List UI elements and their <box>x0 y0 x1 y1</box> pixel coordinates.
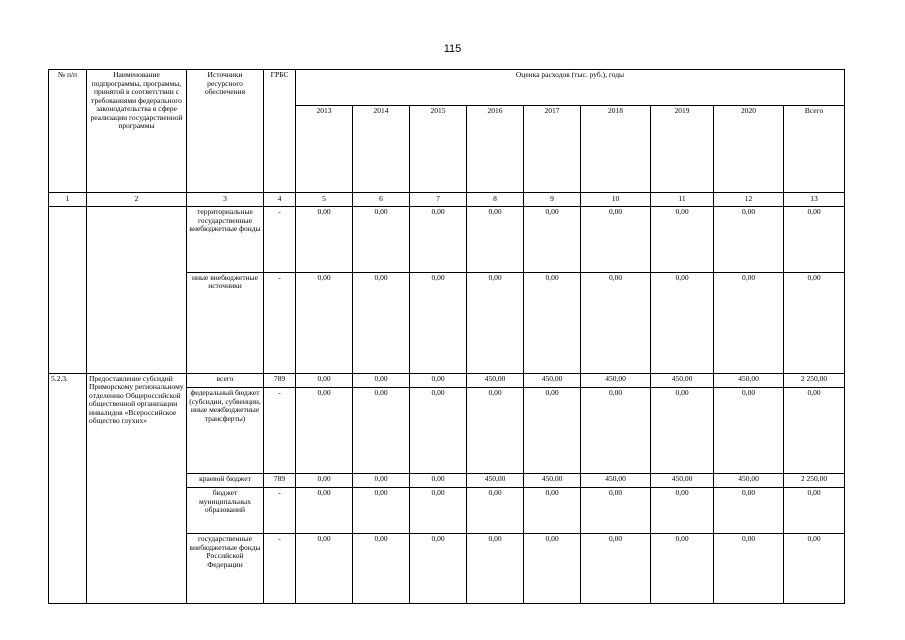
year-value: 0,00 <box>524 488 581 534</box>
year-value: 0,00 <box>467 534 524 604</box>
year-value: 0,00 <box>296 373 353 388</box>
item-name-cell <box>87 207 187 374</box>
column-number: 5 <box>296 192 353 207</box>
year-value: 0,00 <box>410 207 467 273</box>
year-value: 0,00 <box>524 534 581 604</box>
total-header: Всего <box>784 106 845 192</box>
item-number: 5.2.3. <box>49 373 87 603</box>
year-value: 450,00 <box>651 373 714 388</box>
grbs-code: - <box>264 207 296 273</box>
year-value: 0,00 <box>410 373 467 388</box>
year-value: 0,00 <box>296 272 353 373</box>
grbs-code: - <box>264 388 296 473</box>
year-value: 0,00 <box>467 207 524 273</box>
funding-source: всего <box>187 373 264 388</box>
year-value: 0,00 <box>714 534 784 604</box>
year-value: 450,00 <box>467 473 524 488</box>
funding-source: государственные внебюджетные фонды Российской Федерации <box>187 534 264 604</box>
table-row <box>49 373 845 388</box>
year-value: 450,00 <box>714 473 784 488</box>
year-header: 2019 <box>651 106 714 192</box>
year-value: 0,00 <box>524 388 581 473</box>
year-value: 0,00 <box>467 272 524 373</box>
year-value: 0,00 <box>353 272 410 373</box>
column-number: 1 <box>49 192 87 207</box>
year-value: 0,00 <box>296 488 353 534</box>
total-value: 0,00 <box>784 272 845 373</box>
funding-source: бюджет муниципальных образований <box>187 488 264 534</box>
header-num: № п/п <box>49 70 87 193</box>
column-number: 11 <box>651 192 714 207</box>
column-number: 10 <box>581 192 651 207</box>
total-value: 0,00 <box>784 488 845 534</box>
year-value: 0,00 <box>353 534 410 604</box>
year-value: 450,00 <box>524 473 581 488</box>
year-value: 0,00 <box>296 534 353 604</box>
grbs-code: - <box>264 272 296 373</box>
year-header: 2020 <box>714 106 784 192</box>
year-value: 0,00 <box>714 272 784 373</box>
item-num-cell <box>49 207 87 374</box>
year-value: 0,00 <box>296 207 353 273</box>
year-value: 0,00 <box>714 207 784 273</box>
funding-source: краевой бюджет <box>187 473 264 488</box>
year-value: 0,00 <box>410 272 467 373</box>
grbs-code: - <box>264 488 296 534</box>
year-value: 0,00 <box>714 388 784 473</box>
year-value: 0,00 <box>353 388 410 473</box>
year-value: 0,00 <box>296 473 353 488</box>
year-value: 0,00 <box>467 488 524 534</box>
column-number: 6 <box>353 192 410 207</box>
year-value: 0,00 <box>353 207 410 273</box>
budget-table <box>48 69 845 604</box>
total-value: 2 250,00 <box>784 373 845 388</box>
column-number: 8 <box>467 192 524 207</box>
column-number: 13 <box>784 192 845 207</box>
funding-source: федеральный бюджет (субсидии, субвенции, иные межбюджетные трансферты) <box>187 388 264 473</box>
year-value: 0,00 <box>651 534 714 604</box>
year-value: 0,00 <box>410 488 467 534</box>
year-value: 450,00 <box>714 373 784 388</box>
header-name: Наименование подпрограммы, программы, принятой в соответствии с требованиями федерального законодательства в сфере реализации государственной программы <box>87 70 187 193</box>
item-name: Предоставление субсидий Приморскому региональному отделению Общероссийской общественной организации инвалидов «Всероссийское общество глухих» <box>87 373 187 603</box>
year-value: 0,00 <box>353 473 410 488</box>
year-value: 0,00 <box>581 272 651 373</box>
year-value: 0,00 <box>651 272 714 373</box>
year-value: 0,00 <box>524 207 581 273</box>
year-header: 2017 <box>524 106 581 192</box>
year-value: 0,00 <box>467 388 524 473</box>
header-estimate: Оценка расходов (тыс. руб.), годы <box>296 70 845 106</box>
year-value: 0,00 <box>524 272 581 373</box>
year-value: 0,00 <box>410 473 467 488</box>
total-value: 0,00 <box>784 207 845 273</box>
year-header: 2018 <box>581 106 651 192</box>
year-header: 2016 <box>467 106 524 192</box>
page-number: 115 <box>443 43 462 55</box>
column-number: 12 <box>714 192 784 207</box>
column-number: 3 <box>187 192 264 207</box>
year-value: 0,00 <box>714 488 784 534</box>
year-value: 0,00 <box>581 488 651 534</box>
year-value: 0,00 <box>353 373 410 388</box>
year-value: 0,00 <box>651 207 714 273</box>
header-source: Источники ресурсного обеспечения <box>187 70 264 193</box>
year-value: 450,00 <box>524 373 581 388</box>
total-value: 0,00 <box>784 534 845 604</box>
grbs-code: - <box>264 534 296 604</box>
total-value: 0,00 <box>784 388 845 473</box>
grbs-code: 789 <box>264 373 296 388</box>
funding-source: территориальные государственные внебюджетные фонды <box>187 207 264 273</box>
year-header: 2015 <box>410 106 467 192</box>
column-number: 2 <box>87 192 187 207</box>
year-value: 0,00 <box>581 534 651 604</box>
year-value: 450,00 <box>467 373 524 388</box>
year-value: 0,00 <box>410 388 467 473</box>
grbs-code: 789 <box>264 473 296 488</box>
year-header: 2013 <box>296 106 353 192</box>
year-value: 0,00 <box>581 207 651 273</box>
year-value: 0,00 <box>410 534 467 604</box>
year-value: 0,00 <box>581 388 651 473</box>
column-number: 9 <box>524 192 581 207</box>
table-row <box>49 207 845 273</box>
year-value: 0,00 <box>296 388 353 473</box>
year-value: 0,00 <box>651 488 714 534</box>
year-value: 0,00 <box>353 488 410 534</box>
year-value: 450,00 <box>651 473 714 488</box>
year-value: 450,00 <box>581 473 651 488</box>
column-number: 7 <box>410 192 467 207</box>
funding-source: иные внебюджетные источники <box>187 272 264 373</box>
year-header: 2014 <box>353 106 410 192</box>
year-value: 0,00 <box>651 388 714 473</box>
header-grbs: ГРБС <box>264 70 296 193</box>
column-number: 4 <box>264 192 296 207</box>
total-value: 2 250,00 <box>784 473 845 488</box>
year-value: 450,00 <box>581 373 651 388</box>
column-number-row <box>49 192 845 207</box>
